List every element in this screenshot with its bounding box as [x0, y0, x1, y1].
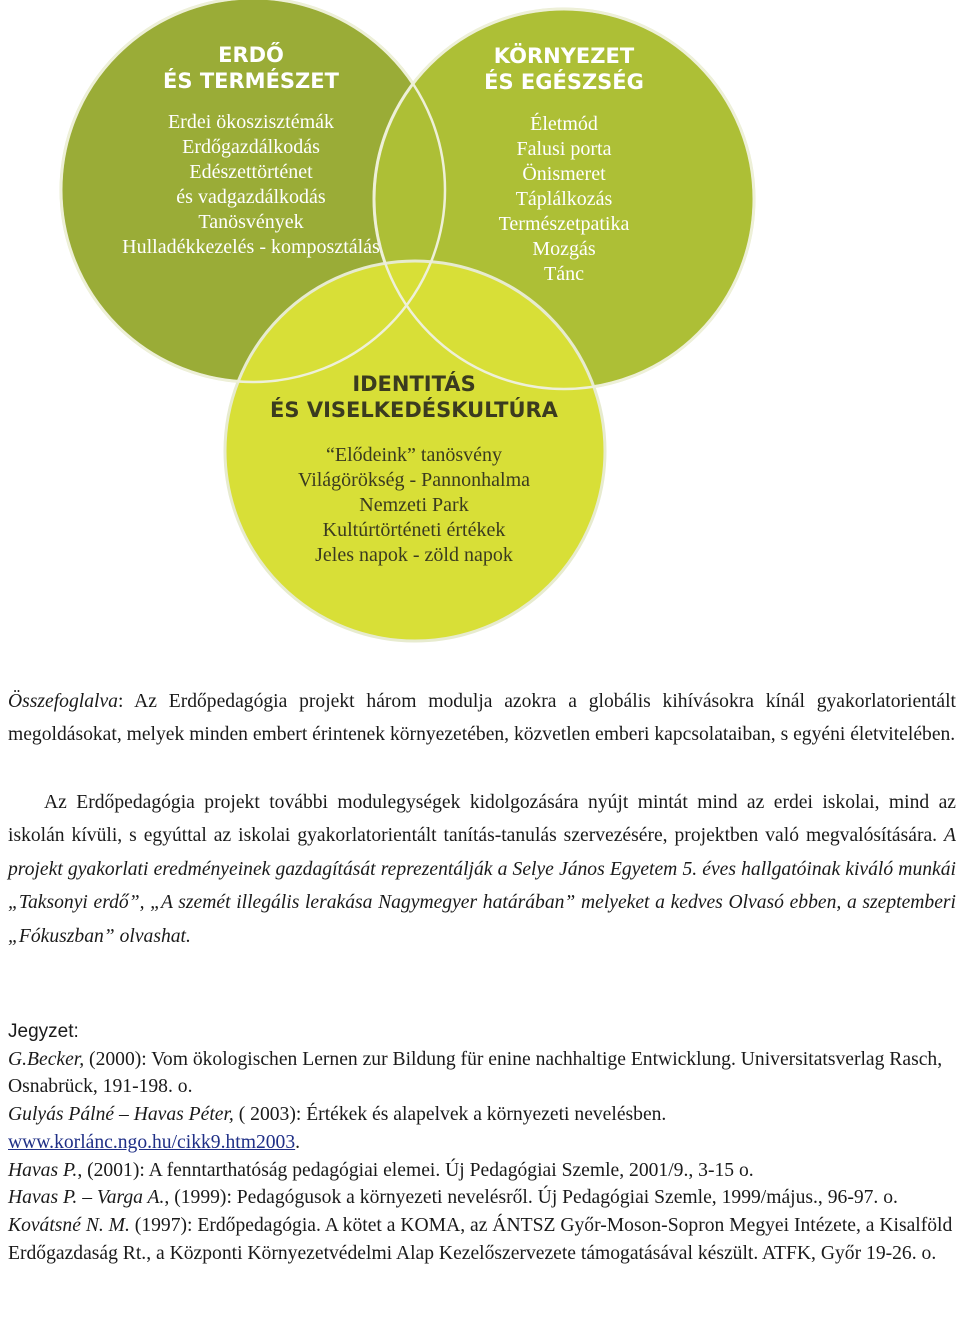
venn-item-identitas-1: Világörökség - Pannonhalma [297, 469, 531, 491]
reference-item: Kovátsné N. M. (1997): Erdőpedagógia. A kötet a KOMA, az ÁNTSZ Győr-Moson-Sopron Megyei Intézete, a Kisalföld Erdőgazdaság Rt., a Központi Környezetvédelmi Alap Kezelőszervezete támogatásával készült. ATFK, Győr 19-26. o. [8, 1214, 953, 1264]
venn-title-kornyezet-1: ÉS EGÉSZSÉG [484, 70, 644, 94]
venn-item-erdo-5: Hulladékkezelés - komposztálás [122, 236, 380, 258]
summary-label: Összefoglalva [8, 691, 118, 712]
summary-paragraph [8, 685, 956, 752]
venn-title-identitas-1: ÉS VISELKEDÉSKULTÚRA [270, 398, 558, 422]
venn-item-kornyezet-6: Tánc [544, 263, 584, 285]
venn-item-identitas-2: Nemzeti Park [359, 494, 469, 516]
venn-item-erdo-1: Erdőgazdálkodás [182, 136, 320, 158]
reference-item: Havas P., (2001): A fenntarthatóság pedagógiai elemei. Új Pedagógiai Szemle, 2001/9., 3-15 o. [8, 1159, 754, 1181]
notes-heading: Jegyzet: [8, 1021, 79, 1042]
venn-diagram [0, 0, 960, 660]
venn-item-kornyezet-5: Mozgás [532, 238, 596, 260]
venn-item-erdo-4: Tanösvények [198, 211, 304, 233]
venn-item-identitas-4: Jeles napok - zöld napok [315, 544, 513, 566]
venn-item-erdo-0: Erdei ökoszisztémák [167, 111, 335, 133]
reference-item: G.Becker, (2000): Vom ökologischen Lernen zur Bildung für enine nachhaltige Entwicklung. Universitatsverlag Rasch, Osnabrück, 191-198. o. [8, 1048, 943, 1098]
notes-section [8, 1018, 956, 1267]
venn-item-kornyezet-1: Falusi porta [516, 138, 612, 160]
venn-item-kornyezet-4: Természetpatika [498, 213, 630, 235]
venn-item-kornyezet-2: Önismeret [522, 163, 606, 185]
reference-item: Gulyás Pálné – Havas Péter, ( 2003): Értékek és alapelvek a környezeti nevelésben. www.korlánc.ngo.hu/cikk9.htm2003. [8, 1104, 667, 1153]
venn-item-erdo-3: és vadgazdálkodás [176, 186, 326, 208]
venn-title-erdo-0: ERDŐ [218, 43, 284, 67]
venn-item-kornyezet-0: Életmód [530, 113, 598, 135]
venn-title-identitas-0: IDENTITÁS [352, 372, 476, 396]
venn-title-erdo-1: ÉS TERMÉSZET [163, 69, 339, 93]
paragraph-2 [8, 786, 956, 953]
venn-title-kornyezet-0: KÖRNYEZET [493, 44, 635, 68]
reference-link[interactable]: www.korlánc.ngo.hu/cikk9.htm2003 [8, 1131, 296, 1153]
venn-item-kornyezet-3: Táplálkozás [515, 188, 613, 210]
venn-item-erdo-2: Edészettörténet [189, 161, 313, 183]
venn-item-identitas-3: Kultúrtörténeti értékek [322, 519, 506, 541]
paragraph-2-italic: A projekt gyakorlati eredményeinek gazdagítását reprezentálják a Selye János Egyetem 5. éves hallgatóinak kiváló munkái „Taksonyi erdő”, „A szemét illegális lerakása Nagymegyer határában” melyeket a kedves Olvasó ebben, a szeptemberi „Fókuszban” olvashat. [8, 825, 956, 947]
summary-text: : Az Erdőpedagógia projekt három modulja azokra a globális kihívásokra kínál gyakorlatorientált megoldásokat, melyek minden embert érintenek környezetében, közvetlen emberi kapcsolataiban, s egyéni életvitelében. [8, 691, 956, 746]
paragraph-2-text: Az Erdőpedagógia projekt további modulegységek kidolgozására nyújt mintát mind az erdei iskolai, mind az iskolán kívüli, s egyúttal az iskolai gyakorlatorientált tanítás-tanulás szervezésére, projektben való megvalósítására. [8, 792, 956, 847]
reference-item: Havas P. – Varga A., (1999): Pedagógusok a környezeti nevelésről. Új Pedagógiai Szemle, 1999/május., 96-97. o. [8, 1187, 898, 1209]
venn-item-identitas-0: “Elődeink” tanösvény [325, 444, 503, 466]
